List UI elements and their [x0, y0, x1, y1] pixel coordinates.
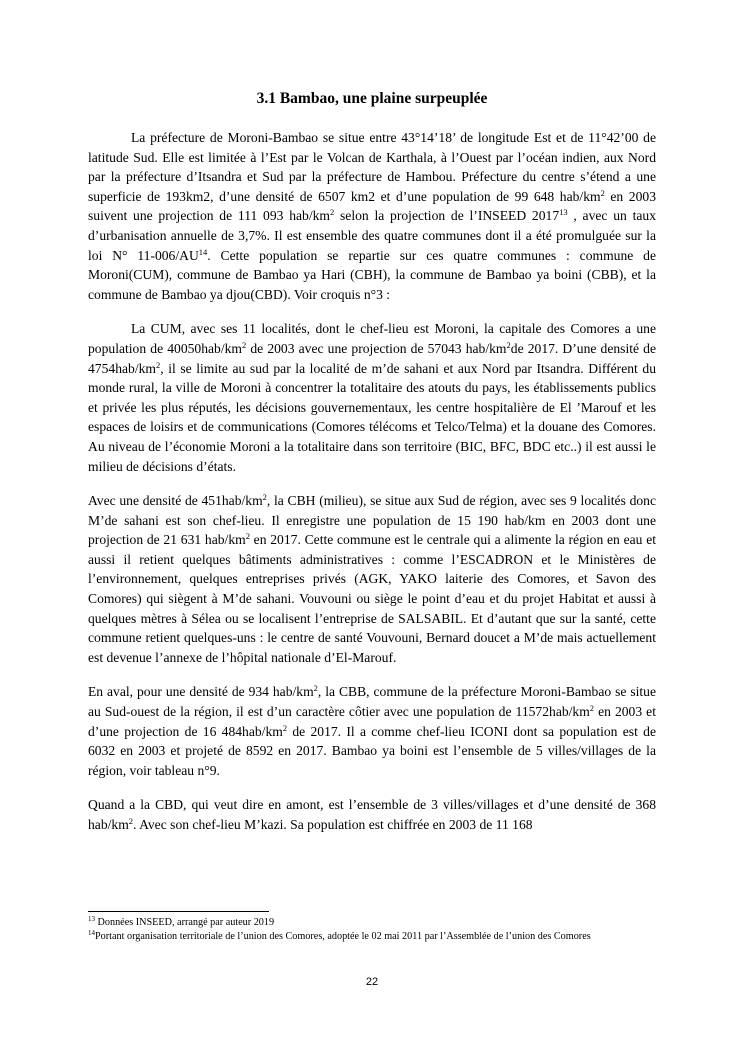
paragraph-cbb: En aval, pour une densité de 934 hab/$km^2$, la CBB, commune de la préfecture Moroni-Bambao se situe au Sud-ouest de la région, il est d’un caractère côtier avec une population de $11572hab/km^2$ en 2003 et d’une projection de 16 $484hab/km^2$ de 2017. Il a comme chef-lieu ICONI dont sa population est de 6032 en 2003 et projeté de 8592 en 2017. Bambao ya boini est l’ensemble de 5 villes/villages de la région, voir tableau n°9. [88, 683, 656, 778]
footnotes [88, 916, 656, 943]
paragraph-prefecture-overview: La préfecture de Moroni-Bambao se situe entre 43°14’18’ de longitude Est et de 11°42’00 de latitude Sud. Elle est limitée à l’Est par le Volcan de Karthala, à l’Ouest par l’océan indien, aux Nord par la préfecture d’Itsandra et Sud par la préfecture de Hambou. Préfecture du centre s’étend a une superficie de 193km2, d’une densité de 6507 km2 et d’une population de 99 648 hab/$km^2$ en 2003 suivent une projection de 111 093 hab/$km^2$ selon la projection de l’INSEED 2017$^{13}$ , avec un taux d’urbanisation annuelle de 3,7%. Il est ensemble des quatre communes dont il a été promulguée sur la loi N° 11-006/AU$^{14}$. Cette population se repartie sur ces quatre communes : commune de Moroni(CUM), commune de Bambao ya Hari (CBH), la commune de Bambao ya boini (CBB), et la commune de Bambao ya djou(CBD). Voir croquis n°3 : [88, 130, 656, 302]
paragraph-cbd: Quand a la CBD, qui veut dire en amont, est l’ensemble de 3 villes/villages et d’une densité de 368 hab/$km^2$. Avec son chef-lieu M’kazi. Sa population est chiffrée en 2003 de 11 168 [88, 797, 656, 832]
paragraph-cbh: Avec une densité de $451hab/km^2$, la CBH (milieu), se situe aux Sud de région, avec ses 9 localités donc M’de sahani est son chef-lieu. Il enregistre une population de 15 190 hab/km en 2003 dont une projection de 21 631 hab/$km^2$ en 2017. Cette commune est le centrale qui a alimente la région en eau et aussi il retient quelques bâtiments administratives : comme l’ESCADRON et le Ministères de l’environnement, quelques entreprises privés (AGK, YAKO laiterie des Comores, et Savon des Comores) qui siègent à M’de sahani. Vouvouni ou siège le point d’eau et du projet Habitat et aussi à quelques mètres à Sélea ou se localisent l’entreprise de SALSABIL. Et d’autant que sur la santé, cette commune retient quelques-uns : le centre de santé Vouvouni, Bernard doucet a M’de mais actuellement est devenue l’annexe de l’hôpital nationale d’El-Marouf. [88, 492, 656, 665]
footnote-13: $^{13}$ Données INSEED, arrangé par auteur 2019 [88, 915, 275, 928]
footnote-ref-14[interactable]: 14 [198, 246, 208, 257]
paragraph-cum: La CUM, avec ses 11 localités, dont le chef-lieu est Moroni, la capitale des Comores a une population de $40050hab/km^2$ de 2003 avec une projection de 57043 hab/$km^2de$ 2017. D’une densité de $4754hab/km^2$, il se limite au sud par la localité de m’de sahani et aux Nord par Itsandra. Différent du monde rural, la ville de Moroni à concentrer la totalitaire des atouts du pays, les établissements publics et privée les plus réputés, les décisions gouvernementaux, les centre hospitalière de El ’Marouf et les espaces de loisirs et de communications (Comores télécoms et Telco/Telma) et la douane des Comores. Au niveau de l’économie Moroni a la totalitaire dans son territoire (BIC, BFC, BDC etc..) il est aussi le milieu de décisions d’états. [88, 321, 656, 474]
body-text [88, 128, 656, 850]
section-heading: 3.1 Bambao, une plaine surpeuplée [256, 90, 488, 107]
footnote-14: $^{14}$Portant organisation territoriale de l’union des Comores, adoptée le 02 mai 2011 par l’Assemblée de l’union des Comores [88, 928, 591, 942]
footnote-divider [88, 911, 269, 912]
footnote-ref-13[interactable]: 13 [559, 207, 568, 218]
page-number: 22 [365, 976, 379, 988]
